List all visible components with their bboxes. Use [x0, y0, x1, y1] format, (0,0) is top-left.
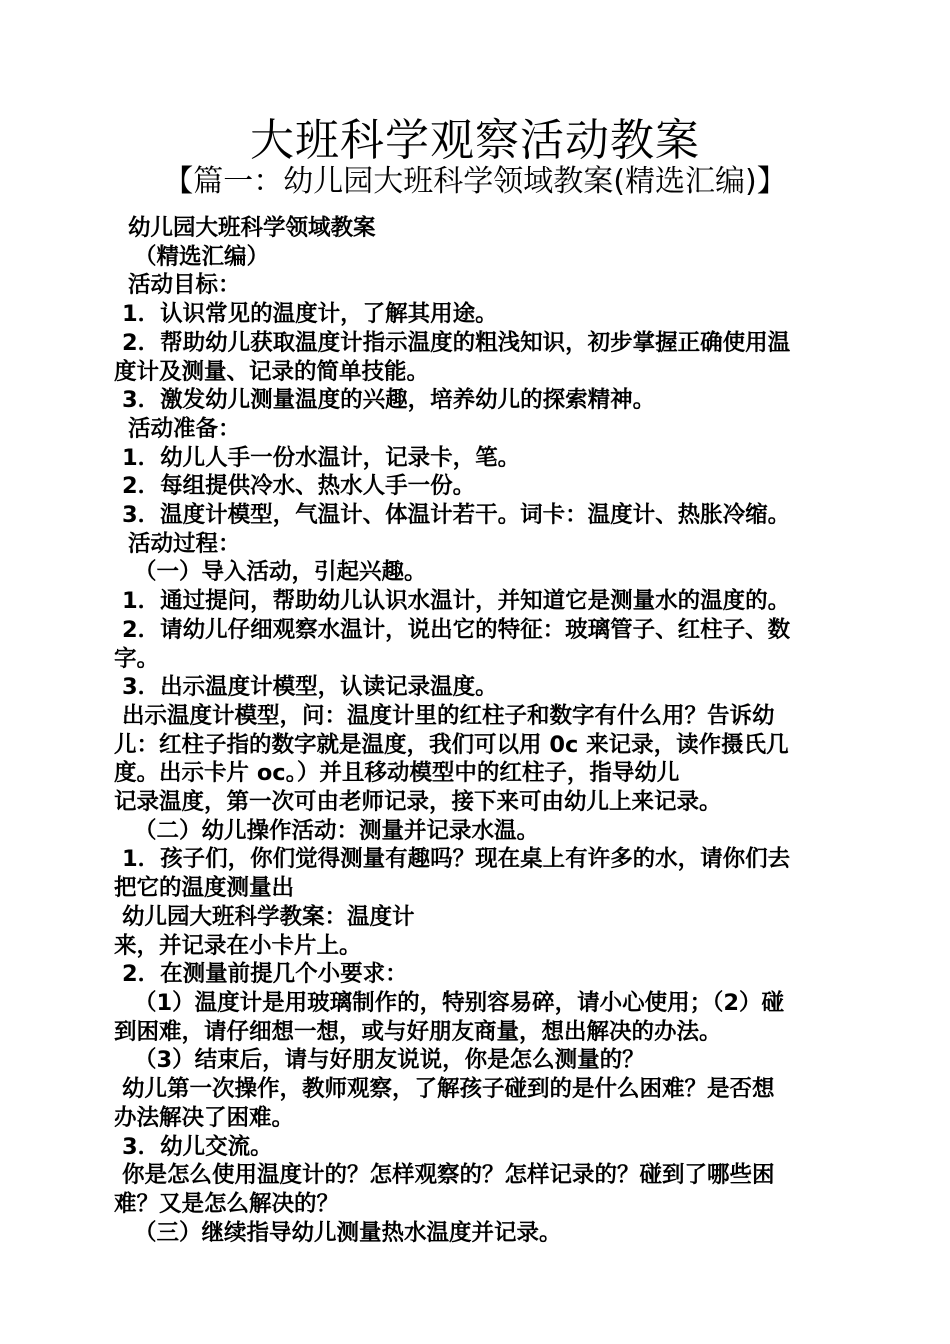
text-line: 幼儿园大班科学教案：温度计	[122, 903, 415, 930]
text-line: 把它的温度测量出	[114, 875, 295, 902]
text-line: （3）结束后，请与好朋友说说，你是怎么测量的？	[134, 1047, 645, 1074]
text-line: 活动过程：	[128, 530, 241, 557]
text-line: 儿：红柱子指的数字就是温度，我们可以用 0c 来记录，读作摄氏几	[114, 731, 789, 758]
text-line: 难？又是怎么解决的？	[114, 1190, 340, 1217]
text-line: 幼儿园大班科学领域教案	[128, 215, 376, 241]
text-line: 3．激发幼儿测量温度的兴趣，培养幼儿的探索精神。	[122, 387, 656, 414]
text-line: 出示温度计模型，问：温度计里的红柱子和数字有什么用？告诉幼	[122, 702, 775, 729]
text-line: 1．幼儿人手一份水温计，记录卡，笔。	[122, 444, 521, 471]
text-line: （三）继续指导幼儿测量热水温度并记录。	[134, 1219, 562, 1246]
document-subtitle: 【篇一：幼儿园大班科学领域教案(精选汇编)】	[163, 164, 787, 199]
document-body	[114, 214, 834, 1247]
text-line: 你是怎么使用温度计的？怎样观察的？怎样记录的？碰到了哪些困	[122, 1162, 775, 1189]
text-line: 活动目标：	[128, 272, 241, 299]
text-line: 1．孩子们，你们觉得测量有趣吗？现在桌上有许多的水，请你们去	[122, 846, 791, 873]
text-line: 度。出示卡片 oc。）并且移动模型中的红柱子，指导幼儿	[114, 760, 680, 787]
text-line: 度计及测量、记录的简单技能。	[114, 358, 430, 385]
text-line: 3．温度计模型，气温计、体温计若干。词卡：温度计、热胀冷缩。	[122, 502, 791, 529]
text-line: 幼儿第一次操作，教师观察，了解孩子碰到的是什么困难？是否想	[122, 1076, 775, 1103]
text-line: 1．认识常见的温度计，了解其用途。	[122, 301, 498, 328]
text-line: 字。	[114, 645, 160, 672]
text-line: 记录温度，第一次可由老师记录，接下来可由幼儿上来记录。	[114, 789, 722, 816]
text-line: （一）导入活动，引起兴趣。	[134, 559, 427, 586]
text-line: 2．在测量前提几个小要求：	[122, 961, 408, 988]
text-line: 2．每组提供冷水、热水人手一份。	[122, 473, 476, 500]
text-line: （1）温度计是用玻璃制作的，特别容易碎，请小心使用；（2）碰	[134, 989, 785, 1016]
text-line: 1．通过提问，帮助幼儿认识水温计，并知道它是测量水的温度的。	[122, 588, 791, 615]
text-line: 2．请幼儿仔细观察水温计，说出它的特征：玻璃管子、红柱子、数	[122, 616, 791, 643]
text-line: （二）幼儿操作活动：测量并记录水温。	[134, 817, 540, 844]
text-line: 3．幼儿交流。	[122, 1133, 273, 1160]
text-line: 到困难，请仔细想一想，或与好朋友商量，想出解决的办法。	[114, 1018, 722, 1045]
text-line: 来，并记录在小卡片上。	[114, 932, 362, 959]
text-line: 3．出示温度计模型，认读记录温度。	[122, 674, 498, 701]
text-line: 2．帮助幼儿获取温度计指示温度的粗浅知识，初步掌握正确使用温	[122, 329, 791, 356]
text-line: 活动准备：	[128, 415, 241, 442]
text-line: 办法解决了困难。	[114, 1104, 295, 1131]
text-line: （精选汇编）	[134, 243, 270, 270]
document-title: 大班科学观察活动教案	[250, 115, 700, 166]
